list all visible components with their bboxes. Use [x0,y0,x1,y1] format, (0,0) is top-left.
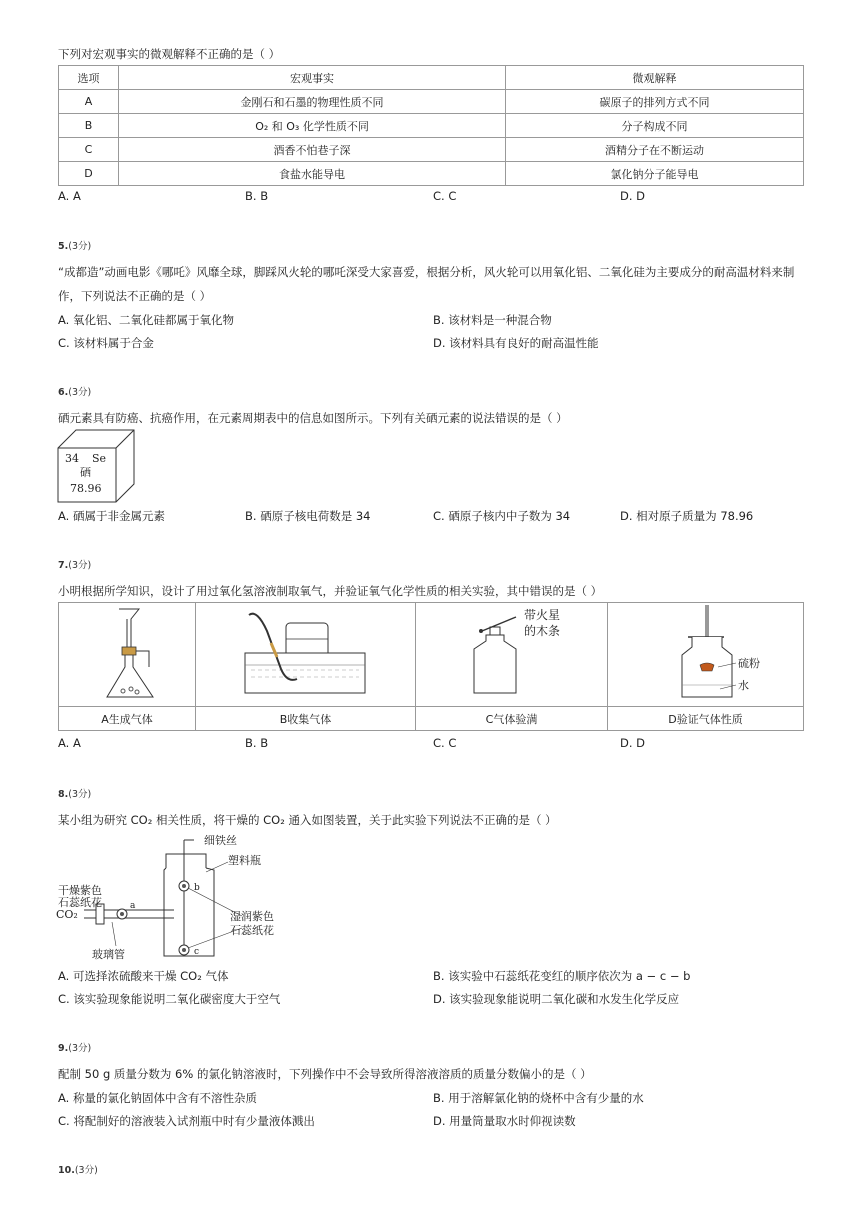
option-d[interactable]: D. 用量筒量取水时仰视读数 [433,1114,576,1128]
table-cell: 碳原子的排列方式不同 [506,90,804,114]
figure-caption: C气体验满 [416,707,608,731]
atomic-mass: 78.96 [70,482,102,495]
table-header: 微观解释 [506,66,804,90]
flask-funnel-figure [67,603,187,703]
table-row [59,138,804,162]
option-b[interactable]: B. 该材料是一种混合物 [433,313,552,327]
water-label: 水 [737,679,749,692]
table-cell: 酒香不怕巷子深 [119,138,506,162]
q4-stem: 下列对宏观事实的微观解释不正确的是（ ） [58,47,281,61]
option-a[interactable]: A. 氧化铝、二氧化硅都属于氧化物 [58,313,234,327]
wet-flower-label-line2: 石蕊纸花 [230,924,274,937]
periodic-cell-figure [56,428,136,504]
table-cell: B [59,114,119,138]
figure-caption: B收集气体 [196,707,416,731]
q9-number: 9.(3分) [58,1043,92,1054]
option-a[interactable]: A. 可选择浓硫酸来干燥 CO₂ 气体 [58,969,229,983]
option-b[interactable]: B. 用于溶解氯化钠的烧杯中含有少量的水 [433,1091,644,1105]
table-row [59,114,804,138]
q9-stem: 配制 50 g 质量分数为 6% 的氯化钠溶液时，下列操作中不会导致所得溶液溶质的质量分数偏小的是（ ） [58,1067,592,1081]
table-header: 宏观事实 [119,66,506,90]
option-c[interactable]: C. 该实验现象能说明二氧化碳密度大于空气 [58,992,281,1006]
option-a[interactable]: A. A [58,189,81,203]
q7-stem: 小明根据所学知识，设计了用过氧化氢溶液制取氧气，并验证氧气化学性质的相关实验，其中错误的是（ ） [58,584,603,598]
bottle-label: 塑料瓶 [228,854,261,867]
table-cell: 酒精分子在不断运动 [506,138,804,162]
figure-caption: D验证气体性质 [608,707,804,731]
option-b[interactable]: B. 硒原子核电荷数是 34 [245,509,371,523]
q5-number: 5.(3分) [58,241,92,252]
combustion-bottle-figure [636,603,776,703]
table-header-row [59,66,804,90]
splint-label-line2: 的木条 [523,624,560,638]
element-symbol: Se [92,452,107,465]
dry-flower-label-line1: 干燥紫色 [58,884,102,897]
q8-number: 8.(3分) [58,789,92,800]
option-c[interactable]: C. 该材料属于合金 [58,336,154,350]
dry-flower-label-line2: 石蕊纸花 [58,896,102,909]
wet-flower-label-line1: 湿润紫色 [230,910,274,923]
flower-a-label: a [130,901,136,911]
q4-table [58,65,804,186]
table-cell: A [59,90,119,114]
option-d[interactable]: D. 该材料具有良好的耐高温性能 [433,336,599,350]
option-c[interactable]: C. 将配制好的溶液装入试剂瓶中时有少量液体溅出 [58,1114,315,1128]
option-c[interactable]: C. C [433,189,457,203]
table-cell: C [59,138,119,162]
table-cell: 氯化钠分子能导电 [506,162,804,186]
table-row [59,90,804,114]
q7-figure-table [58,602,804,731]
table-cell: 食盐水能导电 [119,162,506,186]
q7-number: 7.(3分) [58,560,92,571]
table-header: 选项 [59,66,119,90]
q6-number: 6.(3分) [58,387,92,398]
option-c[interactable]: C. C [433,736,457,750]
option-a[interactable]: A. 硒属于非金属元素 [58,509,165,523]
sulfur-label: 硫粉 [737,657,760,670]
q5-stem-line1: “成都造”动画电影《哪吒》风靡全球，脚踩风火轮的哪吒深受大家喜爱，根据分析，风火轮可以用氧化铝、二氧化硅为主要成分的耐高温材料来制 [58,265,795,279]
table-cell: D [59,162,119,186]
option-b[interactable]: B. 该实验中石蕊纸花变红的顺序依次为 a − c − b [433,969,691,983]
figure-b-cell [196,603,416,707]
flower-c-label: c [194,947,200,957]
water-trough-figure [231,603,381,703]
option-d[interactable]: D. 相对原子质量为 78.96 [620,509,754,523]
caption-row [59,707,804,731]
option-a[interactable]: A. 称量的氯化钠固体中含有不溶性杂质 [58,1091,257,1105]
table-cell: 金刚石和石墨的物理性质不同 [119,90,506,114]
figure-d-cell [608,603,804,707]
option-d[interactable]: D. D [620,189,646,203]
option-a[interactable]: A. A [58,736,81,750]
wire-label: 细铁丝 [204,834,237,847]
option-b[interactable]: B. B [245,736,269,750]
option-d[interactable]: D. D [620,736,646,750]
table-row [59,162,804,186]
table-cell: O₂ 和 O₃ 化学性质不同 [119,114,506,138]
q5-stem-line2: 作，下列说法不正确的是（ ） [58,289,212,303]
q8-stem: 某小组为研究 CO₂ 相关性质，将干燥的 CO₂ 通入如图装置，关于此实验下列说法不正确的是（ ） [58,813,557,827]
bottle-splint-figure [442,603,582,703]
option-c[interactable]: C. 硒原子核内中子数为 34 [433,509,571,523]
tube-label: 玻璃管 [92,948,125,961]
atomic-number: 34 [65,452,79,465]
q10-number: 10.(3分) [58,1165,98,1176]
co2-label: CO₂ [56,908,78,921]
q6-stem: 硒元素具有防癌、抗癌作用，在元素周期表中的信息如图所示。下列有关硒元素的说法错误的是（ ） [58,411,568,425]
co2-apparatus-figure [56,832,286,962]
option-d[interactable]: D. 该实验现象能说明二氧化碳和水发生化学反应 [433,992,680,1006]
figure-a-cell [59,603,196,707]
element-name: 硒 [80,466,91,479]
figure-c-cell [416,603,608,707]
table-cell: 分子构成不同 [506,114,804,138]
flower-b-label: b [194,883,200,893]
option-b[interactable]: B. B [245,189,269,203]
splint-label-line1: 带火星 [523,608,560,622]
figure-caption: A生成气体 [59,707,196,731]
